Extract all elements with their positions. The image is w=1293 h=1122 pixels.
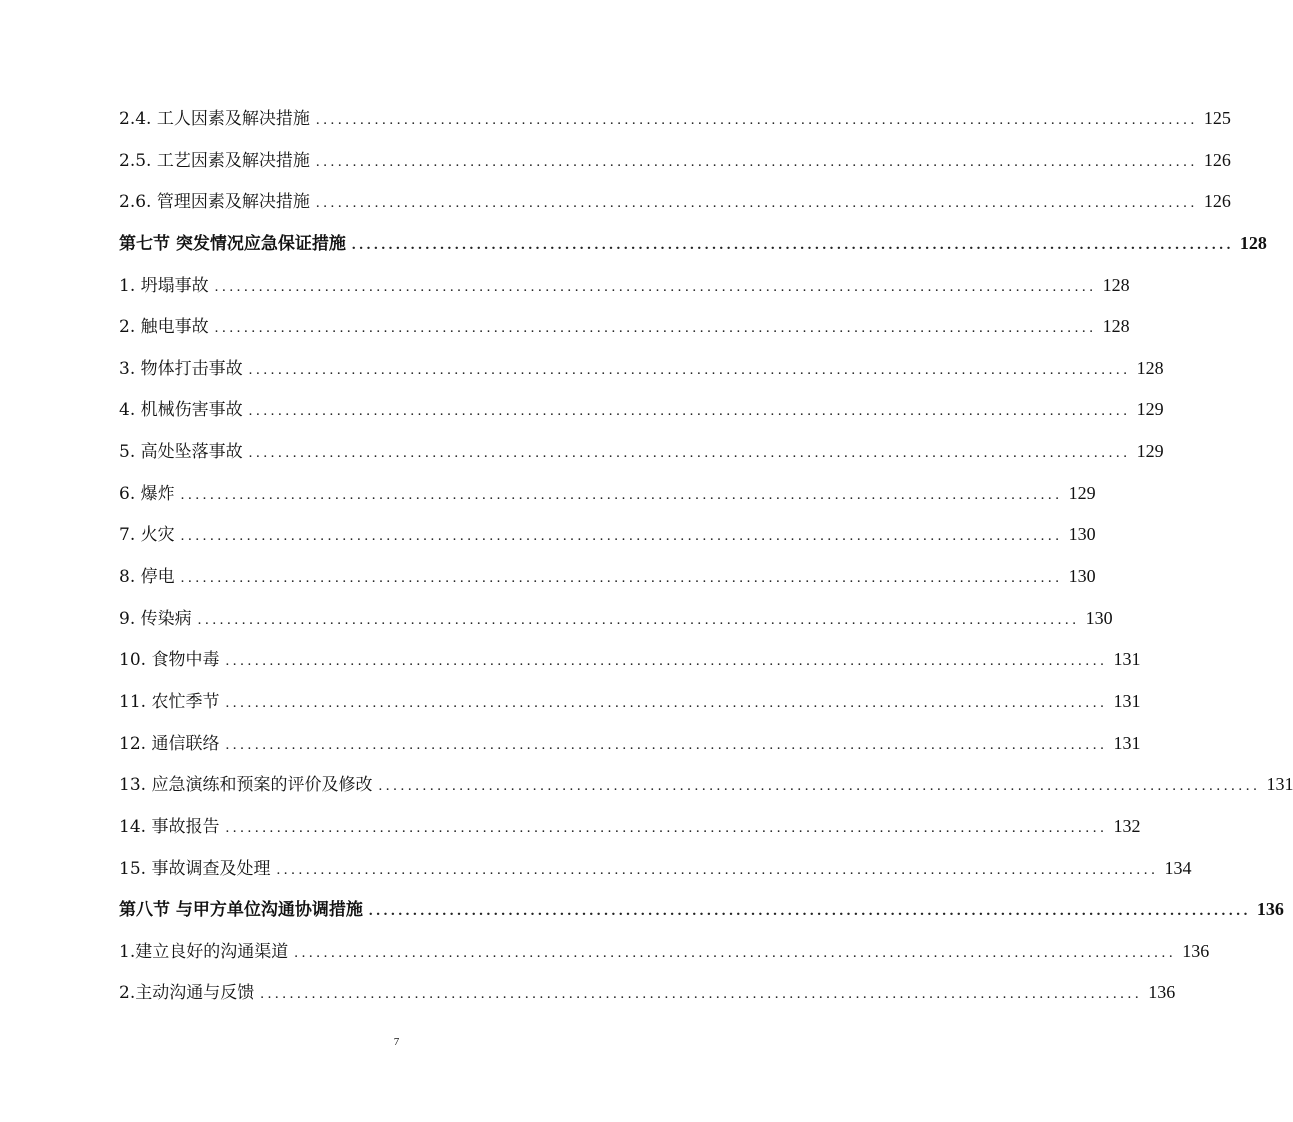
toc-leader-dots: ........................................................................................................................ <box>315 153 1198 170</box>
toc-entry-page: 126 <box>1203 191 1231 212</box>
toc-entry-label: 第七节 突发情况应急保证措施 <box>119 233 346 254</box>
toc-entry-page: 134 <box>1164 857 1192 878</box>
toc-leader-dots: ........................................................................................................................ <box>294 944 1177 961</box>
toc-leader-dots: ........................................................................................................................ <box>315 195 1198 212</box>
toc-leader-dots: ........................................................................................................................ <box>248 445 1131 462</box>
toc-leader-dots: ........................................................................................................................ <box>315 112 1198 128</box>
toc-entry-page: 131 <box>1113 690 1141 711</box>
toc-entry[interactable] <box>119 98 1231 140</box>
toc-leader-dots: ........................................................................................................................ <box>260 986 1143 1003</box>
toc-entry-label: 2.6. 管理因素及解决措施 <box>119 192 310 213</box>
toc-section-entry[interactable] <box>119 889 1284 931</box>
toc-entry-page: 128 <box>1102 274 1130 295</box>
toc-entry-page: 129 <box>1136 441 1164 462</box>
toc-entry[interactable] <box>119 140 1231 182</box>
toc-leader-dots: ........................................................................................................................ <box>214 278 1097 295</box>
toc-entry-label: 2.主动沟通与反馈 <box>119 983 255 1004</box>
toc-entry[interactable] <box>119 931 1210 973</box>
toc-entry[interactable] <box>119 723 1141 765</box>
toc-leader-dots: ........................................................................................................................ <box>368 903 1251 920</box>
toc-entry-page: 130 <box>1068 524 1096 545</box>
toc-entry-label: 10. 食物中毒 <box>119 650 220 671</box>
toc-entry-page: 131 <box>1266 774 1293 795</box>
table-of-contents <box>119 98 1293 1014</box>
toc-entry[interactable] <box>119 639 1141 681</box>
toc-entry[interactable] <box>119 848 1192 890</box>
toc-leader-dots: ........................................................................................................................ <box>180 486 1063 503</box>
toc-entry-page: 128 <box>1102 316 1130 337</box>
toc-entry-label: 3. 物体打击事故 <box>119 358 243 379</box>
toc-leader-dots: ........................................................................................................................ <box>225 694 1108 711</box>
toc-entry[interactable] <box>119 473 1096 515</box>
toc-entry[interactable] <box>119 306 1130 348</box>
toc-entry-page: 128 <box>1136 357 1164 378</box>
toc-leader-dots: ........................................................................................................................ <box>197 611 1080 628</box>
toc-entry-label: 13. 应急演练和预案的评价及修改 <box>119 775 373 796</box>
toc-entry[interactable] <box>119 681 1141 723</box>
toc-entry-page: 125 <box>1203 108 1231 128</box>
toc-entry-label: 1. 坍塌事故 <box>119 275 209 296</box>
toc-entry[interactable] <box>119 431 1164 473</box>
toc-entry-label: 2. 触电事故 <box>119 317 209 338</box>
toc-entry-label: 第八节 与甲方单位沟通协调措施 <box>119 900 363 921</box>
toc-entry-label: 2.5. 工艺因素及解决措施 <box>119 150 310 171</box>
toc-entry[interactable] <box>119 598 1113 640</box>
toc-entry-label: 4. 机械伤害事故 <box>119 400 243 421</box>
toc-entry-label: 15. 事故调查及处理 <box>119 858 271 879</box>
toc-entry-label: 1.建立良好的沟通渠道 <box>119 941 289 962</box>
toc-entry[interactable] <box>119 348 1164 390</box>
toc-leader-dots: ........................................................................................................................ <box>351 236 1234 253</box>
toc-leader-dots: ........................................................................................................................ <box>248 361 1131 378</box>
toc-section-entry[interactable] <box>119 223 1267 265</box>
toc-entry-page: 131 <box>1113 649 1141 670</box>
toc-entry-label: 5. 高处坠落事故 <box>119 442 243 463</box>
toc-entry-label: 6. 爆炸 <box>119 483 175 504</box>
toc-entry-page: 136 <box>1182 940 1210 961</box>
toc-entry-page: 132 <box>1113 815 1141 836</box>
toc-leader-dots: ........................................................................................................................ <box>225 653 1108 670</box>
toc-leader-dots: ........................................................................................................................ <box>180 570 1063 587</box>
toc-entry[interactable] <box>119 265 1130 307</box>
toc-entry-page: 130 <box>1085 607 1113 628</box>
toc-leader-dots: ........................................................................................................................ <box>214 320 1097 337</box>
toc-entry-page: 126 <box>1203 149 1231 170</box>
toc-leader-dots: ........................................................................................................................ <box>225 736 1108 753</box>
toc-entry[interactable] <box>119 764 1293 806</box>
toc-entry-page: 128 <box>1239 232 1267 253</box>
toc-leader-dots: ........................................................................................................................ <box>248 403 1131 420</box>
toc-entry-label: 7. 火灾 <box>119 525 175 546</box>
toc-leader-dots: ........................................................................................................................ <box>180 528 1063 545</box>
toc-entry[interactable] <box>119 181 1231 223</box>
toc-entry-page: 129 <box>1068 482 1096 503</box>
toc-leader-dots: ........................................................................................................................ <box>225 819 1108 836</box>
toc-entry[interactable] <box>119 972 1176 1014</box>
toc-entry-page: 130 <box>1068 566 1096 587</box>
page-number: 7 <box>393 1036 400 1048</box>
toc-entry-label: 8. 停电 <box>119 567 175 588</box>
toc-entry-page: 129 <box>1136 399 1164 420</box>
toc-entry-page: 136 <box>1148 982 1176 1003</box>
toc-entry[interactable] <box>119 389 1164 431</box>
toc-entry-label: 14. 事故报告 <box>119 816 220 837</box>
toc-entry-label: 11. 农忙季节 <box>119 691 220 712</box>
toc-entry-label: 9. 传染病 <box>119 608 192 629</box>
toc-entry[interactable] <box>119 806 1141 848</box>
toc-leader-dots: ........................................................................................................................ <box>378 778 1261 795</box>
toc-leader-dots: ........................................................................................................................ <box>276 861 1159 878</box>
toc-entry-label: 2.4. 工人因素及解决措施 <box>119 109 310 129</box>
toc-entry[interactable] <box>119 556 1096 598</box>
toc-entry[interactable] <box>119 514 1096 556</box>
toc-entry-label: 12. 通信联络 <box>119 733 220 754</box>
toc-entry-page: 136 <box>1256 899 1284 920</box>
toc-entry-page: 131 <box>1113 732 1141 753</box>
